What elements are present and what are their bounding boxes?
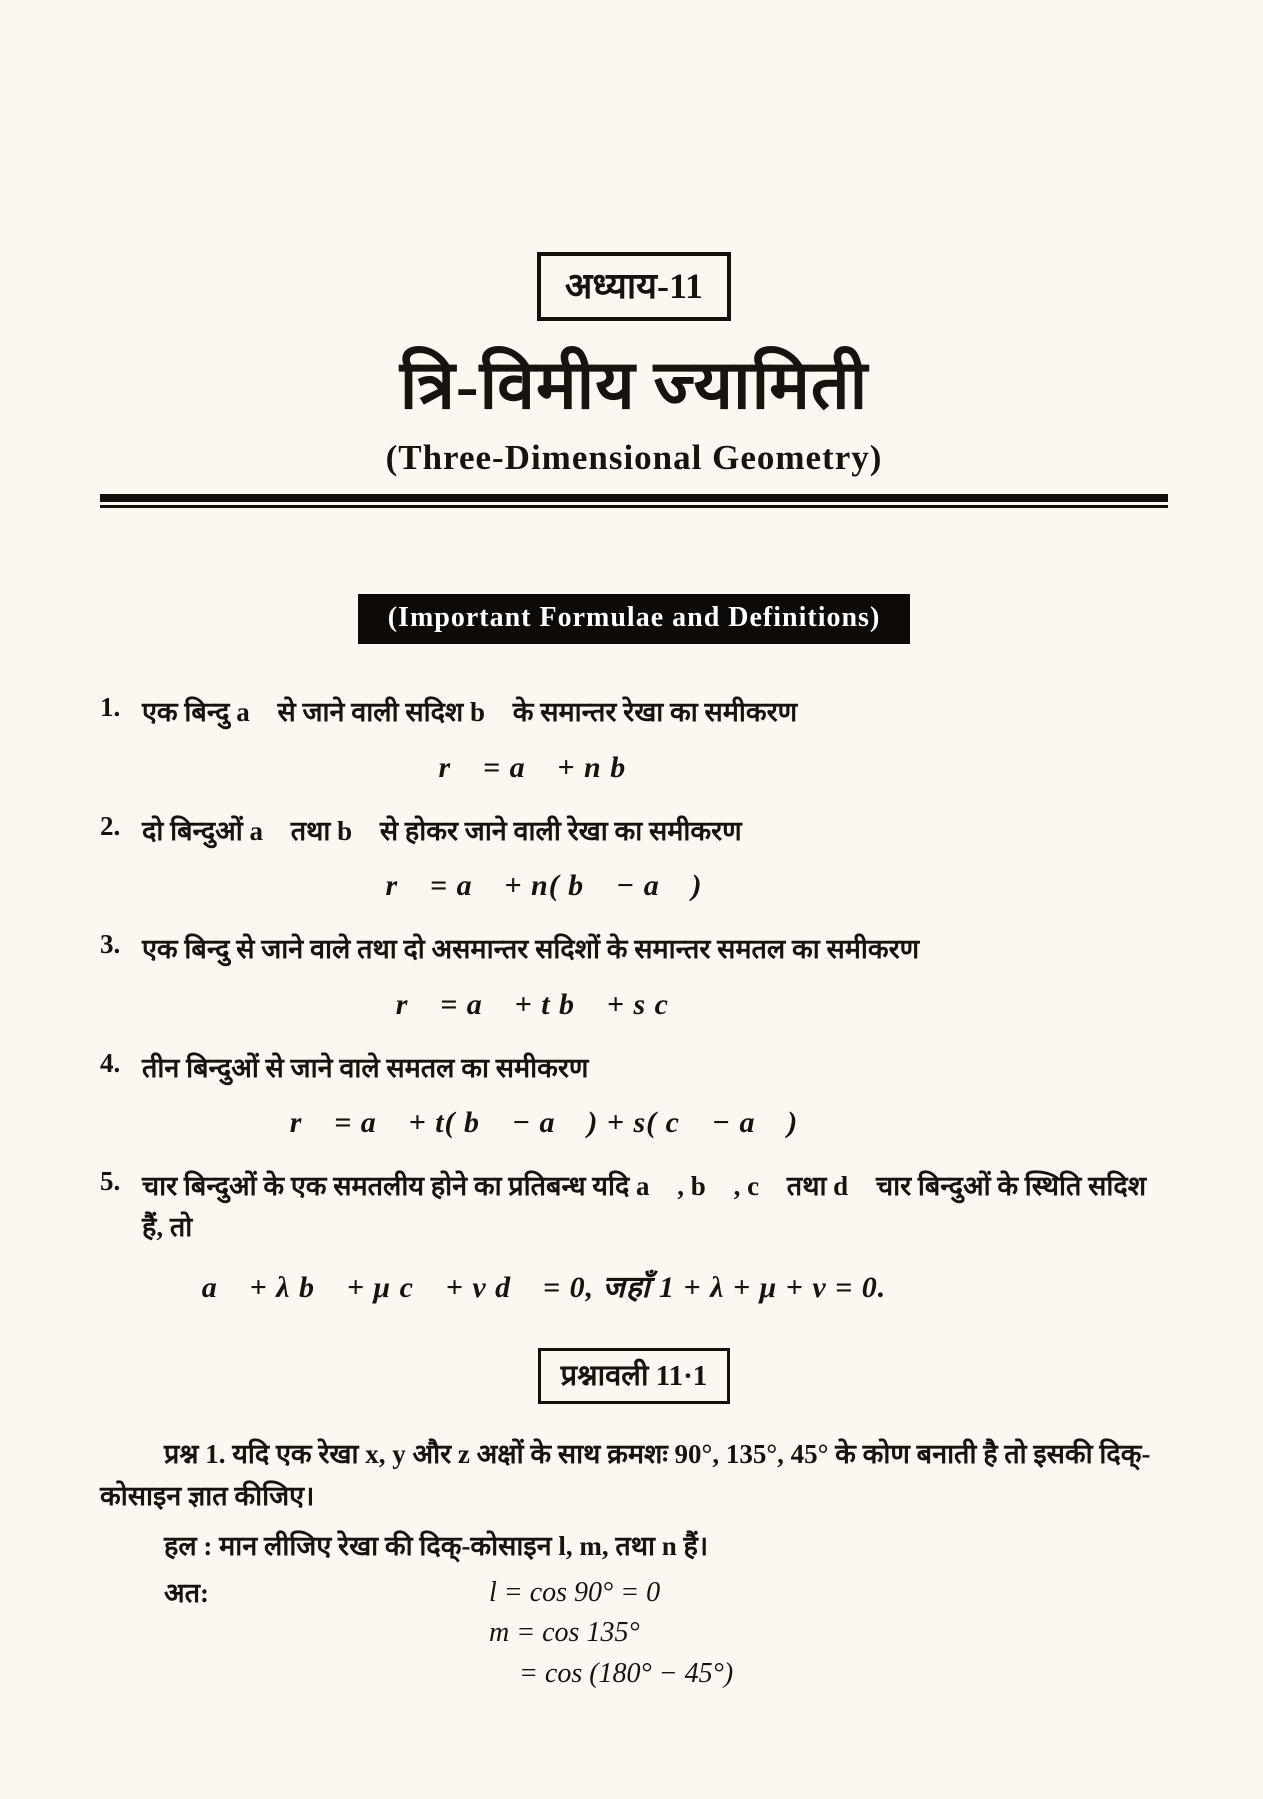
list-item [100, 1166, 1168, 1247]
solution-text: मान लीजिए रेखा की दिक्-कोसाइन l, m, तथा n हैं। [212, 1530, 709, 1561]
list-item [100, 692, 1168, 733]
divider-rule-thin [100, 505, 1168, 508]
item-text: तीन बिन्दुओं से जाने वाले समतल का समीकरण [142, 1052, 589, 1083]
chapter-number-box: अध्याय-11 [537, 252, 731, 321]
page-title: त्रि-विमीय ज्यामिती [399, 347, 869, 423]
item-number: 2. [100, 810, 121, 841]
item-formula: r⃗ = a⃗ + t b⃗ + s c⃗ [395, 987, 693, 1021]
item-number: 5. [100, 1166, 121, 1196]
item-text: चार बिन्दुओं के एक समतलीय होने का प्रतिबन्ध यदि a⃗ , b⃗ , c⃗ तथा d⃗ चार बिन्दुओं के स्थिति सदिश हैं, तो [142, 1171, 1147, 1242]
item-formula: r⃗ = a⃗ + n( b⃗ − a⃗ ) [385, 869, 703, 902]
equations [489, 1573, 733, 1695]
list-item [100, 929, 1168, 970]
divider-rule-thick [100, 494, 1168, 502]
solution-paragraph [100, 1526, 1168, 1563]
question-label: प्रश्न 1. [164, 1439, 226, 1469]
item-text: दो बिन्दुओं a⃗ तथा b⃗ से होकर जाने वाली रेखा का समीकरण [142, 815, 742, 846]
solution-label: हल : [164, 1530, 213, 1561]
question-text: यदि एक रेखा x, y और z अक्षों के साथ क्रमशः 90°, 135°, 45° के कोण बनाती है तो इसकी दिक्-कोसाइन ज्ञात कीजिए। [100, 1439, 1151, 1511]
item-number: 1. [100, 692, 121, 722]
equation-line-1: l = cos 90° = 0 [489, 1576, 661, 1608]
exercise-heading-box: प्रश्नावली 11·1 [538, 1348, 731, 1404]
page-subtitle: (Three-Dimensional Geometry) [385, 438, 883, 477]
question-paragraph [100, 1434, 1168, 1518]
item-formula: r⃗ = a⃗ + t( b⃗ − a⃗ ) + s( c⃗ − a⃗ ) [289, 1106, 799, 1139]
item-number: 3. [100, 929, 121, 959]
list-item [100, 811, 1168, 852]
item-formula: a⃗ + λ b⃗ + μ c⃗ + ν d⃗ = 0, जहाँ 1 + λ + μ + ν = 0. [201, 1271, 887, 1304]
formula-list [100, 692, 1168, 1306]
item-formula: r⃗ = a⃗ + n b⃗ [438, 750, 650, 784]
section-banner: (Important Formulae and Definitions) [358, 594, 911, 644]
atah-label: अत: [164, 1577, 210, 1608]
equation-line-2: m = cos 135° [489, 1617, 640, 1649]
equation-line-3: = cos (180° − 45°) [519, 1657, 734, 1689]
item-text: एक बिन्दु a⃗ से जाने वाली सदिश b⃗ के समान्तर रेखा का समीकरण [142, 697, 798, 727]
divider-rule [100, 494, 1168, 508]
item-text: एक बिन्दु से जाने वाले तथा दो असमान्तर सदिशों के समान्तर समतल का समीकरण [142, 934, 920, 964]
list-item [100, 1048, 1168, 1089]
derivation-block [100, 1573, 1168, 1695]
item-number: 4. [100, 1047, 121, 1078]
